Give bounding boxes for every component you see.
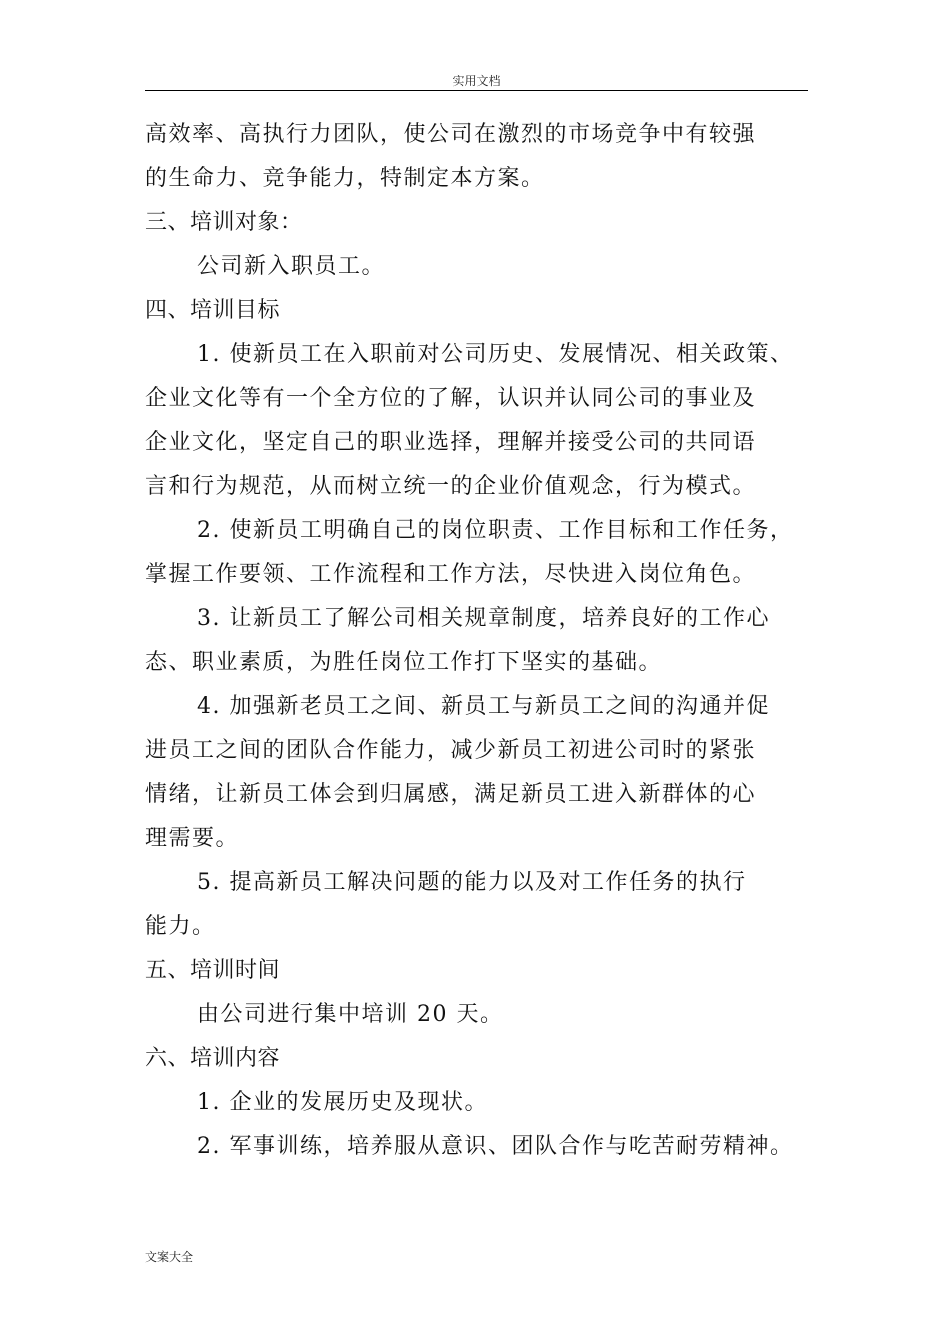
- body-line: 的生命力、竞争能力，特制定本方案。: [145, 166, 545, 191]
- section-heading-4: 四、培训目标: [145, 298, 281, 323]
- section-heading-6: 六、培训内容: [145, 1046, 281, 1071]
- body-line: 态、职业素质，为胜任岗位工作打下坚实的基础。: [145, 650, 663, 675]
- body-line: 企业文化等有一个全方位的了解，认识并认同公司的事业及: [145, 386, 757, 411]
- body-line: 掌握工作要领、工作流程和工作方法，尽快进入岗位角色。: [145, 562, 757, 587]
- list-item-3: 3. 让新员工了解公司相关规章制度，培养良好的工作心: [197, 606, 770, 631]
- section-heading-3: 三、培训对象：: [145, 210, 303, 235]
- list-item-1: 1. 使新员工在入职前对公司历史、发展情况、相关政策、: [197, 342, 794, 367]
- body-line: 能力。: [145, 914, 216, 939]
- list-item-2: 2. 使新员工明确自己的岗位职责、工作目标和工作任务，: [197, 518, 794, 543]
- body-line: 言和行为规范，从而树立统一的企业价值观念，行为模式。: [145, 474, 757, 499]
- body-line: 高效率、高执行力团队，使公司在激烈的市场竞争中有较强: [145, 122, 757, 147]
- body-line: 理需要。: [145, 826, 240, 851]
- list-item-2: 2. 军事训练，培养服从意识、团队合作与吃苦耐劳精神。: [197, 1134, 794, 1159]
- body-line: 由公司进行集中培训 20 天。: [197, 1002, 504, 1027]
- body-line: 进员工之间的团队合作能力，减少新员工初进公司时的紧张: [145, 738, 757, 763]
- list-item-5: 5. 提高新员工解决问题的能力以及对工作任务的执行: [197, 870, 747, 895]
- body-line: 情绪，让新员工体会到归属感，满足新员工进入新群体的心: [145, 782, 757, 807]
- body-line: 公司新入职员工。: [197, 254, 386, 279]
- list-item-1: 1. 企业的发展历史及现状。: [197, 1090, 488, 1115]
- page-header: 实用文档: [452, 74, 501, 88]
- list-item-4: 4. 加强新老员工之间、新员工与新员工之间的沟通并促: [197, 694, 770, 719]
- page-footer: 文案大全: [145, 1250, 194, 1264]
- document-body: [145, 113, 808, 1169]
- header-rule: [145, 90, 808, 91]
- section-heading-5: 五、培训时间: [145, 958, 281, 983]
- body-line: 企业文化，坚定自己的职业选择，理解并接受公司的共同语: [145, 430, 757, 455]
